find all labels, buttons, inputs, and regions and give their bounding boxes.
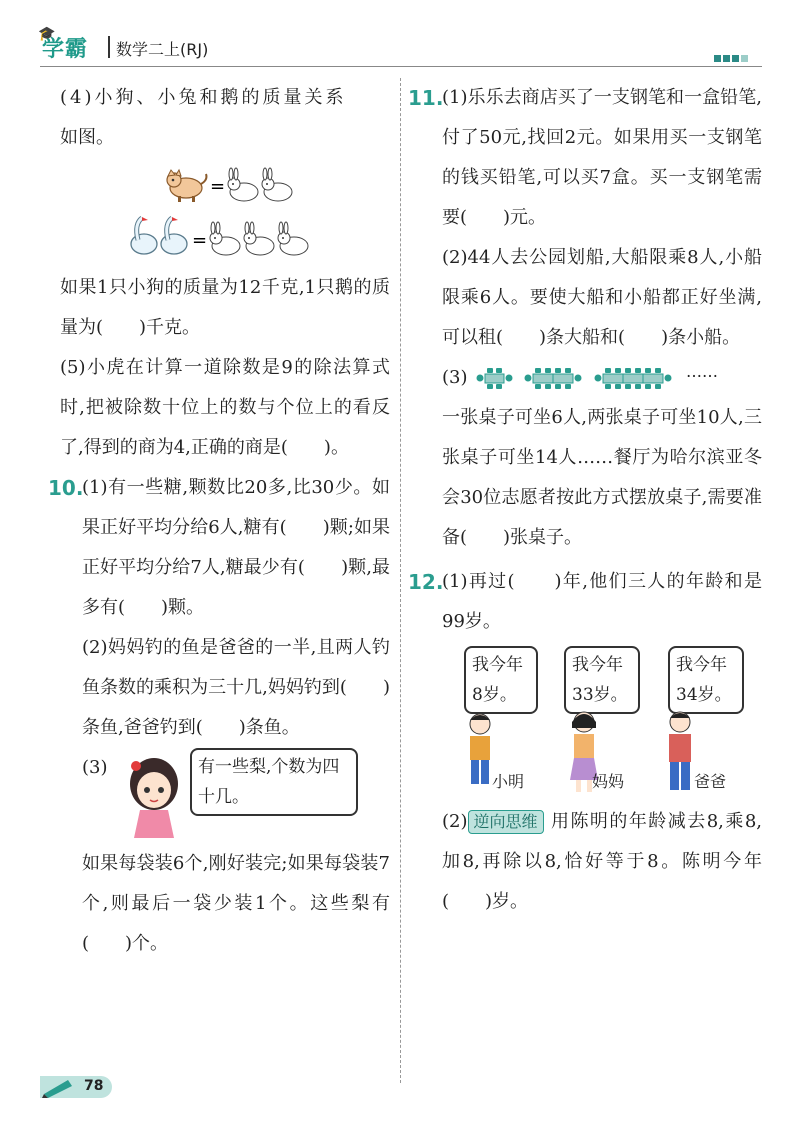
pencil-icon — [42, 1076, 76, 1098]
mama-label: 妈妈 — [592, 772, 625, 791]
xiaoming-label: 小明 — [492, 772, 525, 791]
header-decoration — [714, 47, 750, 66]
q11-3-figure — [442, 358, 762, 398]
q4-line2: 如图。 — [60, 127, 114, 148]
q10-block — [48, 468, 390, 964]
q11-3-question: 一张桌子可坐6人,两张桌子可坐10人,三张桌子可坐14人……餐厅为哈尔滨亚冬会30位志愿者按此方式摆放桌子,需要准备( )张桌子。 — [442, 407, 762, 548]
reverse-thinking-tag: 逆向思维 — [468, 810, 544, 834]
weight-relation-figure — [60, 158, 390, 268]
pattern-ellipsis: …… — [686, 362, 718, 381]
dog-icon — [167, 170, 206, 202]
column-divider — [400, 78, 401, 1083]
xiaoming-speech: 我今年8岁。 — [464, 646, 538, 714]
q12-2 — [442, 802, 762, 922]
right-column — [408, 78, 762, 922]
q10-1: (1)有一些糖,颗数比20多,比30少。如果正好平均分给6人,糖有( )颗;如果正好平均分给7人,糖最少有( )颗,最多有( )颗。 — [82, 477, 390, 618]
q10-2: (2)妈妈钓的鱼是爸爸的一半,且两人钓鱼条数的乘积为三十几,妈妈钓到( )条鱼,爸爸钓到( )条鱼。 — [82, 637, 390, 738]
q12-block — [408, 562, 762, 922]
rabbit-icon — [244, 222, 274, 255]
q12-number: 12. — [408, 570, 444, 594]
q12-2-prefix: (2) — [442, 811, 468, 832]
q10-3-figure — [82, 748, 390, 844]
brand-logo — [38, 26, 89, 63]
father-figure — [662, 710, 698, 794]
q4-line1: (4)小狗、小兔和鹅的质量关系 — [60, 87, 347, 108]
subject-title: 数学二上(RJ) — [116, 40, 209, 59]
goose-icon — [161, 217, 187, 254]
rabbit-icon — [228, 168, 258, 201]
rabbit-icon — [278, 222, 308, 255]
brand-text: 学霸 — [42, 37, 89, 62]
q11-number: 11. — [408, 86, 444, 110]
q10-3-label: (3) — [82, 757, 108, 778]
q11-1: (1)乐乐去商店买了一支钢笔和一盒铅笔,付了50元,找回2元。如果用买一支钢笔的钱买铅笔,可以买7盒。买一支钢笔需要( )元。 — [442, 87, 762, 228]
speech-bubble: 有一些梨,个数为四十几。 — [190, 748, 358, 816]
rabbit-icon — [210, 222, 240, 255]
q5-question: (5)小虎在计算一道除数是9的除法算式时,把被除数十位上的数与个位上的看反了,得到的商为4,正确的商是( )。 — [60, 357, 390, 458]
family-figure — [442, 642, 762, 802]
q10-3-question: 如果每袋装6个,刚好装完;如果每袋装7个,则最后一袋少装1个。这些梨有( )个。 — [82, 853, 390, 954]
baba-speech: 我今年34岁。 — [668, 646, 744, 714]
mama-speech: 我今年33岁。 — [564, 646, 640, 714]
graduation-cap-icon: 🎓 — [38, 26, 57, 42]
header-separator — [108, 36, 110, 58]
girl-avatar — [124, 752, 184, 838]
rabbit-icon — [262, 168, 292, 201]
page-number: 78 — [84, 1078, 104, 1094]
left-column — [48, 78, 390, 964]
q10-number: 10. — [48, 476, 84, 500]
svg-text:=: = — [210, 176, 226, 197]
baba-label: 爸爸 — [694, 772, 727, 791]
svg-text:=: = — [192, 230, 208, 251]
q11-3-label: (3) — [442, 367, 468, 388]
q4-question: 如果1只小狗的质量为12千克,1只鹅的质量为( )千克。 — [60, 277, 390, 338]
q11-block — [408, 78, 762, 558]
goose-icon — [131, 217, 157, 254]
header-rule — [40, 66, 762, 67]
q11-2: (2)44人去公园划船,大船限乘8人,小船限乘6人。要使大船和小船都正好坐满,可以租( )条大船和( )条小船。 — [442, 247, 762, 348]
q12-2-text: 用陈明的年龄减去8,乘8,加8,再除以8,恰好等于8。陈明今年( )岁。 — [442, 811, 762, 912]
q12-1: (1)再过( )年,他们三人的年龄和是99岁。 — [442, 571, 762, 632]
weight-relation-svg — [60, 158, 390, 268]
page-header — [0, 26, 800, 70]
